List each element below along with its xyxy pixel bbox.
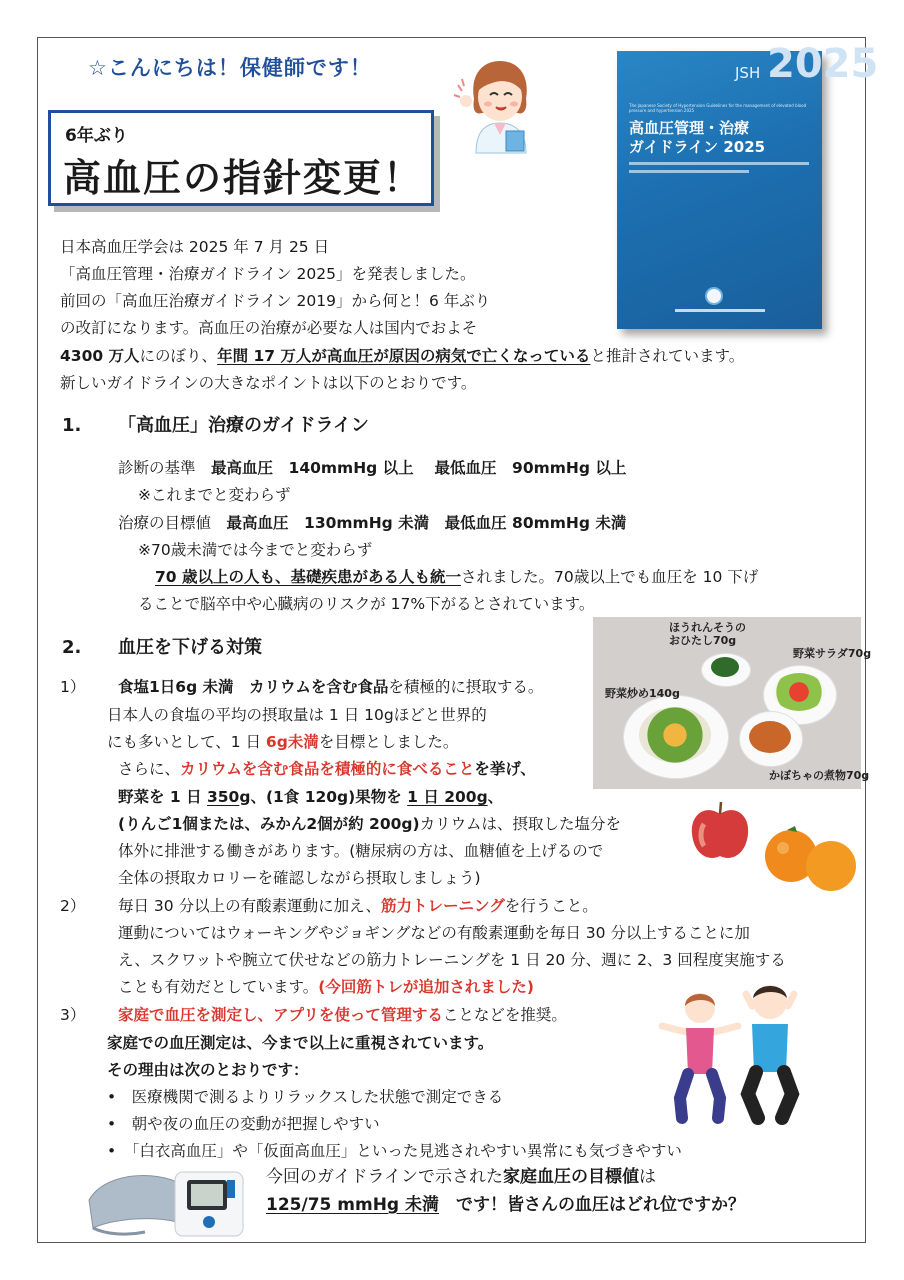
- item1-text: を目標としました。: [318, 733, 459, 751]
- label-stirfry: 野菜炒め140g: [605, 687, 680, 700]
- greeting: ☆こんにちは！保健師です！: [88, 56, 372, 80]
- title-box: [48, 110, 434, 206]
- section2-title: 血圧を下げる対策: [118, 637, 262, 658]
- item2-line: 運動についてはウォーキングやジョギングなどの有酸素運動を毎日 30 分以上することに加: [118, 924, 750, 942]
- item2-number: 2）: [60, 897, 86, 915]
- patient-count: 4300 万人: [60, 347, 140, 365]
- item1-line: 日本人の食塩の平均の摂取量は 1 日 10gほどと世界的: [107, 706, 487, 724]
- strength-training-highlight: 筋力トレーニング: [381, 897, 505, 915]
- book-japanese-title: [629, 119, 765, 157]
- item3-line: 家庭での血圧測定は、今まで以上に重視されています。: [107, 1034, 494, 1052]
- oranges-illustration: [763, 822, 859, 892]
- item3-heading: [118, 1005, 567, 1025]
- stirfry-dish: [639, 707, 711, 763]
- intro-line: 日本高血圧学会は 2025 年 7 月 25 日: [60, 238, 330, 256]
- item1-text: さらに、: [118, 760, 181, 778]
- item1-heading-text: を積極的に摂取する。: [388, 678, 544, 696]
- item1-line: [118, 814, 621, 834]
- book-title-line1: 高血圧管理・治療: [629, 119, 750, 137]
- item1-text: 、: [487, 788, 504, 806]
- book-subtitle-bar: [629, 170, 749, 173]
- note: ※これまでと変わらず: [138, 486, 291, 504]
- society-name-bar: [675, 309, 765, 312]
- label-salad: 野菜サラダ70g: [793, 647, 872, 660]
- item2-text: を行うこと。: [504, 897, 598, 915]
- intro-line: の改訂になります。高血圧の治療が必要な人は国内でおよそ: [60, 319, 478, 337]
- item1-number: 1）: [60, 678, 86, 696]
- spinach-dish: [711, 657, 739, 677]
- item1-heading: [118, 677, 543, 697]
- item1-text: にも多いとして、1 日: [107, 733, 266, 751]
- intro-line: 新しいガイドラインの大きなポイントは以下のとおりです。: [60, 374, 477, 392]
- death-count-highlight: 年間 17 万人が高血圧が原因の病気で亡くなっている: [217, 347, 591, 365]
- home-bp-target-label: 家庭血圧の目標値: [502, 1167, 639, 1187]
- closing-line: [266, 1195, 745, 1215]
- target-label: 治療の目標値: [118, 514, 212, 532]
- bullet-text: 朝や夜の血圧の変動が把握しやすい: [131, 1115, 380, 1133]
- item1-text: 野菜を 1 日: [118, 788, 207, 806]
- blood-pressure-monitor-illustration: [85, 1162, 250, 1240]
- closing-text: は: [638, 1167, 656, 1187]
- item1-text: g、(1食 120g)果物を: [239, 788, 408, 806]
- pumpkin-dish: [749, 721, 791, 753]
- vegetable-amount: 350: [206, 788, 240, 806]
- bullet-item: • 朝や夜の血圧の変動が把握しやすい: [107, 1115, 380, 1133]
- apple-illustration: [688, 800, 752, 862]
- bullet-item: • 医療機関で測るよりリラックスした状態で測定できる: [107, 1088, 504, 1106]
- intro-text: と推計されています。: [590, 347, 745, 365]
- closing-question: です！皆さんの血圧はどれ位ですか？: [439, 1195, 746, 1215]
- item1-line: [107, 732, 458, 752]
- home-bp-target-value: 125/75 mmHg 未満: [266, 1195, 440, 1215]
- title-small: 6年ぶり: [65, 126, 128, 146]
- unified-note: [155, 567, 758, 587]
- guideline-book-cover: [617, 41, 879, 329]
- note: ※70歳未満では今までと変わらず: [138, 541, 373, 559]
- diagnosis-label: 診断の基準: [118, 459, 196, 477]
- food-photo: [593, 617, 872, 789]
- section2-number: 2.: [62, 637, 82, 658]
- closing-line: [266, 1167, 656, 1187]
- item1-text: を挙げ、: [474, 760, 536, 778]
- salt-target: 6g未満: [265, 733, 319, 751]
- item2-text: ことも有効だとしています。: [118, 978, 319, 996]
- target-value: 最高血圧 130mmHg 未満 最低血圧 80mmHg 未満: [226, 514, 627, 532]
- bullet-text: 「白衣高血圧」や「仮面高血圧」といった見逃されやすい異常にも気づきやすい: [131, 1142, 682, 1160]
- item2-line: [118, 977, 534, 997]
- added-note: (今回筋トレが追加されました): [318, 978, 534, 996]
- unified-highlight: 70 歳以上の人も、基礎疾患がある人も統一: [155, 568, 461, 586]
- fruit-amount: 1 日 200g: [407, 788, 488, 806]
- item1-line: 全体の摂取カロリーを確認しながら摂取しましょう): [118, 869, 481, 887]
- item3-line: その理由は次のとおりです：: [107, 1061, 309, 1079]
- nurse-illustration: [452, 55, 548, 153]
- item1-line: [118, 787, 503, 807]
- book-year: 2025: [767, 41, 879, 87]
- book-english-title: The Japanese Society of Hypertension Guidelines for the management of elevated blood pressure and hypertension 2025: [629, 103, 807, 113]
- item1-text: カリウムは、摂取した塩分を: [419, 815, 621, 833]
- book-subtitle-bar: [629, 162, 809, 165]
- label-spinach: ほうれんそうの おひたし70g: [669, 621, 746, 647]
- intro-line: [60, 346, 744, 366]
- society-logo-icon: [705, 287, 723, 305]
- item2-line: え、スクワットや腕立て伏せなどの筋力トレーニングを 1 日 20 分、週に 2、3 回程度実施する: [118, 951, 786, 969]
- bullet-item: • 「白衣高血圧」や「仮面高血圧」といった見逃されやすい異常にも気づきやすい: [107, 1142, 682, 1160]
- closing-text: 今回のガイドラインで示された: [266, 1167, 503, 1187]
- section1-title: 「高血圧」治療のガイドライン: [118, 415, 369, 436]
- bullet-text: 医療機関で測るよりリラックスした状態で測定できる: [131, 1088, 504, 1106]
- diagnosis-criteria: [118, 458, 626, 478]
- book-title-line2: ガイドライン 2025: [629, 138, 766, 156]
- treatment-target: [118, 513, 626, 533]
- fruit-example: (りんご1個または、みかん2個が約 200g): [118, 815, 420, 833]
- exercise-people-illustration: [652, 980, 820, 1122]
- item2-heading: [118, 896, 598, 916]
- intro-text: にのぼり、: [139, 347, 218, 365]
- item3-text: ことなどを推奨。: [442, 1006, 567, 1024]
- item1-line: 体外に排泄する働きがあります。(糖尿病の方は、血糖値を上げるので: [118, 842, 604, 860]
- label-pumpkin: かぼちゃの煮物70g: [769, 769, 870, 782]
- diagnosis-value: 最高血圧 140mmHg 以上 最低血圧 90mmHg 以上: [211, 459, 627, 477]
- page-title: 高血圧の指針変更！: [63, 156, 424, 200]
- section1-number: 1.: [62, 415, 82, 436]
- risk-note: ることで脳卒中や心臓病のリスクが 17%下がるとされています。: [138, 595, 595, 613]
- item3-number: 3）: [60, 1006, 86, 1024]
- book-series: JSH: [735, 64, 761, 82]
- item1-line: [118, 759, 536, 779]
- item1-heading-bold: 食塩1日6g 未満 カリウムを含む食品: [118, 678, 389, 696]
- unified-text: されました。70歳以上でも血圧を 10 下げ: [460, 568, 759, 586]
- potassium-highlight: カリウムを含む食品を積極的に食べること: [180, 760, 475, 778]
- intro-line: 前回の「高血圧治療ガイドライン 2019」から何と！6 年ぶり: [60, 292, 491, 310]
- item2-text: 毎日 30 分以上の有酸素運動に加え、: [118, 897, 382, 915]
- salad-dish: [773, 673, 825, 711]
- home-bp-highlight: 家庭で血圧を測定し、アプリを使って管理する: [118, 1006, 443, 1024]
- intro-line: 「高血圧管理・治療ガイドライン 2025」を発表しました。: [60, 265, 476, 283]
